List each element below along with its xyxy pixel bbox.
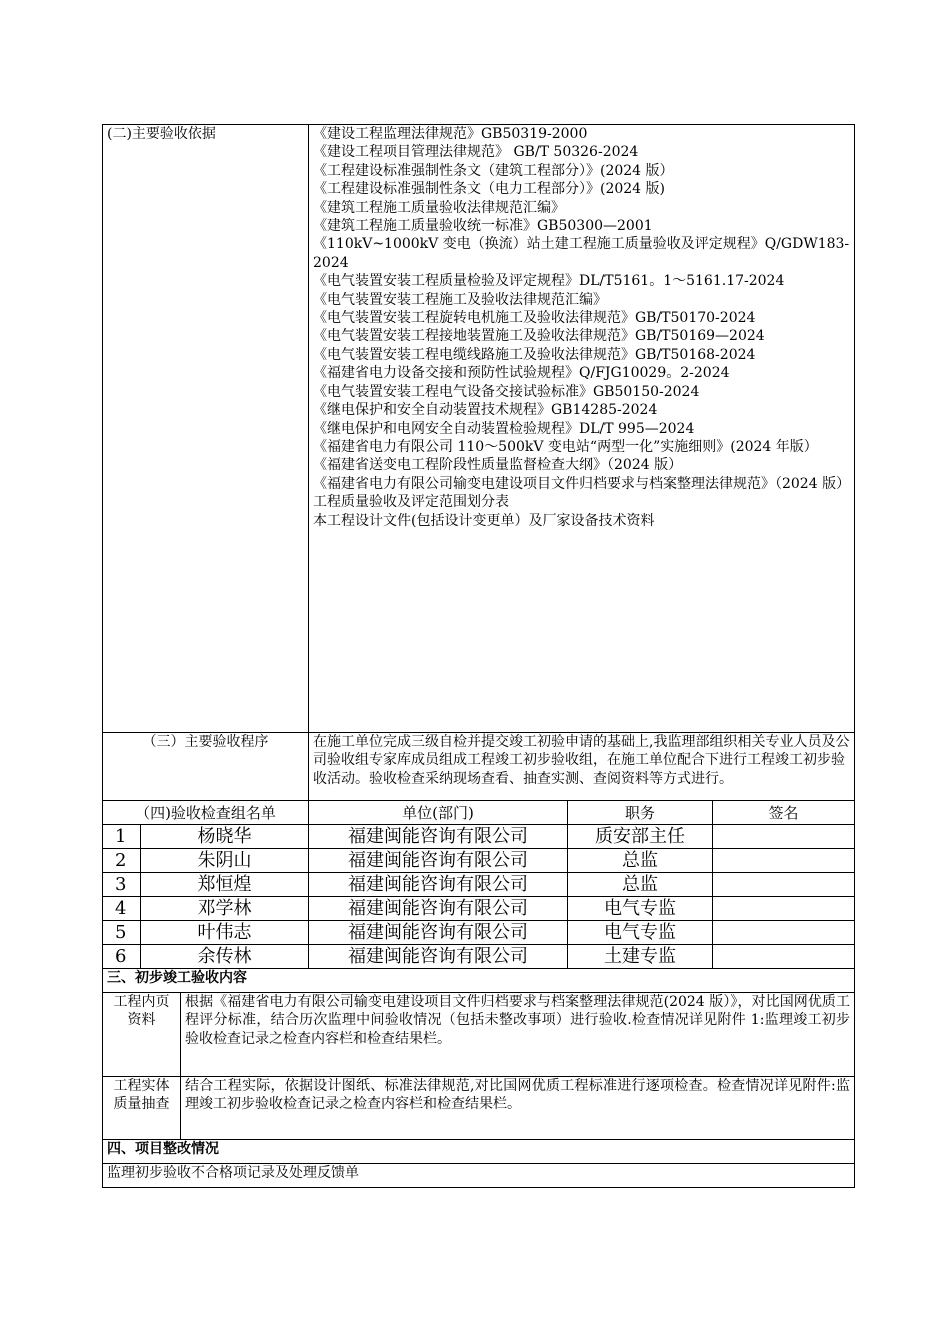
member-signature[interactable]: [713, 921, 855, 945]
member-signature[interactable]: [713, 873, 855, 897]
basis-item: 《建设工程项目管理法律规范》 GB/T 50326-2024: [313, 144, 639, 161]
member-header-position: 职务: [568, 801, 713, 825]
member-name: 邓学林: [141, 897, 309, 921]
member-row: [103, 897, 855, 921]
member-number: 1: [103, 825, 141, 849]
member-position: 总监: [568, 873, 713, 897]
member-position: 质安部主任: [568, 825, 713, 849]
basis-item: 《110kV~1000kV 变电（换流）站土建工程施工质量验收及评定规程》Q/GDW183-2024: [313, 236, 850, 271]
basis-item: 《建筑工程施工质量验收法律规范汇编》: [313, 199, 565, 216]
basis-label: (二)主要验收依据: [103, 125, 309, 733]
member-row: [103, 873, 855, 897]
member-unit: 福建闽能咨询有限公司: [309, 897, 568, 921]
internal-docs-label: 工程内页资料: [103, 993, 181, 1077]
procedure-text: 在施工单位完成三级自检并提交竣工初验申请的基础上,我监理部组织相关专业人员及公司验收组专家库成员组成工程竣工初步验收组，在施工单位配合下进行工程竣工初步验收活动。验收检查采纳现场查看、抽查实测、查阅资料等方式进行。: [309, 733, 855, 801]
member-unit: 福建闽能咨询有限公司: [309, 873, 568, 897]
basis-item: 《电气装置安装工程施工及验收法律规范汇编》: [313, 291, 607, 308]
member-position: 电气专监: [568, 921, 713, 945]
section3-title-row: [103, 969, 855, 993]
member-name: 朱阴山: [141, 849, 309, 873]
basis-item: 《继电保护和安全自动装置技术规程》GB14285-2024: [313, 402, 658, 419]
member-row: [103, 945, 855, 969]
basis-item: 《电气装置安装工程质量检验及评定规程》DL/T5161。1～5161.17-2024: [313, 273, 785, 290]
entity-quality-text: 结合工程实际，依据设计图纸、标准法律规范,对比国网优质工程标准进行逐项检查。检查情况详见附件:监理竣工初步验收检查记录之检查内容栏和检查结果栏。: [181, 1077, 855, 1140]
member-signature[interactable]: [713, 849, 855, 873]
basis-item: 《工程建设标准强制性条文（电力工程部分）》(2024 版): [313, 181, 666, 198]
internal-docs-text: 根据《福建省电力有限公司输变电建设项目文件归档要求与档案整理法律规范(2024 版）》，对比国网优质工程评分标准，结合历次监理中间验收情况（包括未整改事项）进行验收.检查情况详见附件 1:监理竣工初步验收检查记录之检查内容栏和检查结果栏。: [181, 993, 855, 1077]
member-number: 2: [103, 849, 141, 873]
member-unit: 福建闽能咨询有限公司: [309, 945, 568, 969]
member-unit: 福建闽能咨询有限公司: [309, 921, 568, 945]
section4-row: [103, 1164, 855, 1188]
member-position: 土建专监: [568, 945, 713, 969]
member-signature[interactable]: [713, 897, 855, 921]
internal-docs-row: [103, 993, 855, 1077]
section4-title-row: [103, 1140, 855, 1164]
rectification-text: 监理初步验收不合格项记录及处理反馈单: [103, 1164, 855, 1188]
basis-item: 《福建省送变电工程阶段性质量监督检查大纲》（2024 版）: [313, 457, 683, 474]
member-name: 余传林: [141, 945, 309, 969]
member-number: 3: [103, 873, 141, 897]
member-name: 叶伟志: [141, 921, 309, 945]
basis-item: 《继电保护和电网安全自动装置检验规程》DL/T 995—2024: [313, 420, 695, 437]
basis-row: [103, 125, 855, 733]
member-row: [103, 825, 855, 849]
entity-quality-row: [103, 1077, 855, 1140]
member-number: 5: [103, 921, 141, 945]
member-row: [103, 849, 855, 873]
basis-item: 《福建省电力有限公司 110～500kV 变电站“两型一化”实施细则》(2024 年版）: [313, 438, 818, 455]
member-signature[interactable]: [713, 945, 855, 969]
basis-item: 《工程建设标准强制性条文（建筑工程部分）》(2024 版）: [313, 162, 674, 179]
basis-item: 工程质量验收及评定范围划分表: [313, 494, 509, 511]
member-number: 4: [103, 897, 141, 921]
member-unit: 福建闽能咨询有限公司: [309, 849, 568, 873]
member-header-unit: 单位(部门): [309, 801, 568, 825]
basis-item: 《建设工程监理法律规范》GB50319-2000: [313, 126, 588, 142]
section4-title: 四、项目整改情况: [103, 1140, 855, 1164]
acceptance-table: [102, 124, 855, 1188]
basis-item: 《电气装置安装工程电缆线路施工及验收法律规范》GB/T50168-2024: [313, 346, 756, 363]
member-row: [103, 921, 855, 945]
basis-item: 《电气装置安装工程电气设备交接试验标准》GB50150-2024: [313, 383, 700, 400]
basis-item: 《电气装置安装工程接地装置施工及验收法律规范》GB/T50169—2024: [313, 328, 765, 345]
basis-item: 《福建省电力设备交接和预防性试验规程》Q/FJG10029。2-2024: [313, 365, 730, 382]
section3-title: 三、初步竣工验收内容: [103, 969, 855, 993]
member-name: 杨晓华: [141, 825, 309, 849]
entity-quality-label: 工程实体质量抽查: [103, 1077, 181, 1140]
member-name: 郑恒煌: [141, 873, 309, 897]
basis-item: 本工程设计文件(包括设计变更单）及厂家设备技术资料: [313, 512, 655, 529]
basis-item: 《电气装置安装工程旋转电机施工及验收法律规范》GB/T50170-2024: [313, 310, 756, 327]
member-header-signature: 签名: [713, 801, 855, 825]
member-number: 6: [103, 945, 141, 969]
member-header-label: （四)验收检查组名单: [103, 801, 309, 825]
member-signature[interactable]: [713, 825, 855, 849]
basis-list: [309, 125, 855, 733]
basis-item: 《福建省电力有限公司输变电建设项目文件归档要求与档案整理法律规范》（2024 版）: [313, 475, 851, 492]
procedure-row: [103, 733, 855, 801]
member-header-row: [103, 801, 855, 825]
member-position: 电气专监: [568, 897, 713, 921]
member-unit: 福建闽能咨询有限公司: [309, 825, 568, 849]
basis-item: 《建筑工程施工质量验收统一标准》GB50300—2001: [313, 218, 653, 235]
procedure-label: （三）主要验收程序: [103, 733, 309, 801]
member-position: 总监: [568, 849, 713, 873]
